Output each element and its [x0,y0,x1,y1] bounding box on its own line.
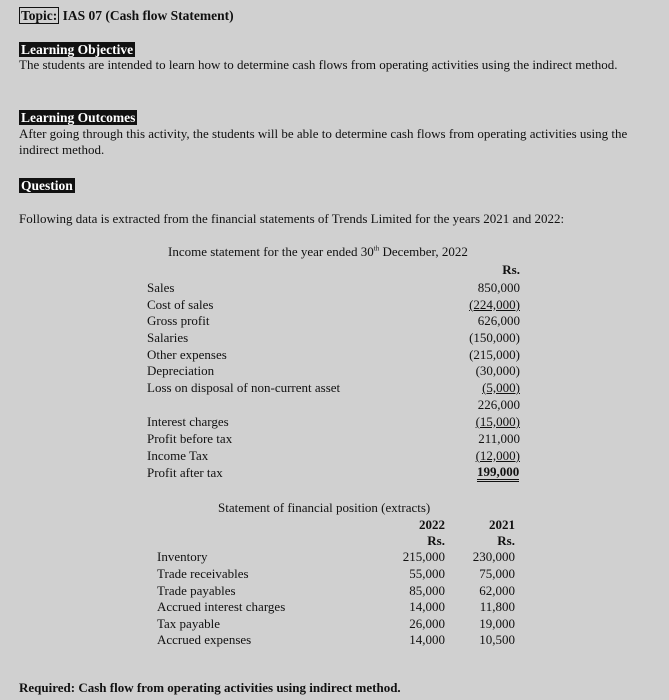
income-statement-title: Income statement for the year ended 30th December, 2022 [168,244,468,259]
sofp-row-2022: 55,000 [409,566,445,581]
question-intro: Following data is extracted from the financial statements of Trends Limited for the years 2021 and 2022: [19,211,565,226]
sofp-currency-2022: Rs. [427,533,445,548]
sofp-row-2021: 19,000 [479,616,515,631]
income-row-label: Loss on disposal of non-current asset [147,380,341,395]
income-row-value: 211,000 [478,431,520,446]
income-statement-currency: Rs. [502,262,520,277]
sofp-currency-2021: Rs. [497,533,515,548]
income-row-value: 626,000 [477,313,520,328]
income-row-value: (30,000) [475,363,520,378]
income-row-label: Profit after tax [147,465,223,480]
topic-line [19,8,234,24]
sofp-row-2022: 14,000 [409,599,445,614]
income-row-label: Sales [147,280,175,295]
sofp-row-2022: 85,000 [409,583,445,598]
income-row-label: Interest charges [147,414,229,429]
sofp-row-2021: 75,000 [479,566,515,581]
sofp-row-2022: 14,000 [409,632,445,647]
income-row-label: Income Tax [147,448,209,463]
sofp-col-2022: 2022 [419,517,445,532]
income-row-value: (150,000) [469,330,520,345]
sofp-row-2022: 215,000 [402,549,445,564]
income-row-value: (215,000) [469,347,520,362]
income-row-value: (5,000) [482,380,520,395]
sofp-row-2021: 10,500 [479,632,515,647]
learning-objective-text: The students are intended to learn how to determine cash flows from operating activities using the indirect method. [19,57,618,72]
question-heading: Question [21,178,73,193]
topic-label: Topic: [21,8,58,23]
income-row-label: Salaries [147,330,189,345]
income-row-value: (224,000) [469,297,520,312]
sofp-row-label: Tax payable [157,616,220,631]
income-row-value: 199,000 [477,465,519,482]
income-row-label: Depreciation [147,363,215,378]
income-row-label: Profit before tax [147,431,233,446]
sofp-row-label: Trade payables [157,583,236,598]
income-row-label: Cost of sales [147,297,214,312]
sofp-row-label: Inventory [157,549,208,564]
sofp-col-2021: 2021 [489,517,515,532]
sofp-title: Statement of financial position (extracts) [218,500,431,515]
learning-objective-heading: Learning Objective [21,42,134,57]
income-row-value: 850,000 [477,280,520,295]
income-row-value: 226,000 [477,397,520,412]
topic-text: IAS 07 (Cash flow Statement) [62,8,234,23]
sofp-row-2021: 11,800 [479,599,515,614]
learning-outcomes-text: After going through this activity, the students will be able to determine cash flows from operating activities using the indirect method. [19,126,628,157]
income-row-value: (15,000) [475,414,520,429]
income-row-value: (12,000) [475,448,520,463]
income-row-label: Other expenses [147,347,227,362]
sofp-row-2022: 26,000 [409,616,445,631]
income-row-label: Gross profit [147,313,210,328]
sofp-row-label: Trade receivables [157,566,249,581]
sofp-row-2021: 230,000 [472,549,515,564]
required-text: Required: Cash flow from operating activities using indirect method. [19,680,401,695]
sofp-row-label: Accrued expenses [157,632,252,647]
sofp-row-label: Accrued interest charges [157,599,286,614]
sofp-row-2021: 62,000 [479,583,515,598]
learning-outcomes-heading: Learning Outcomes [21,110,136,125]
